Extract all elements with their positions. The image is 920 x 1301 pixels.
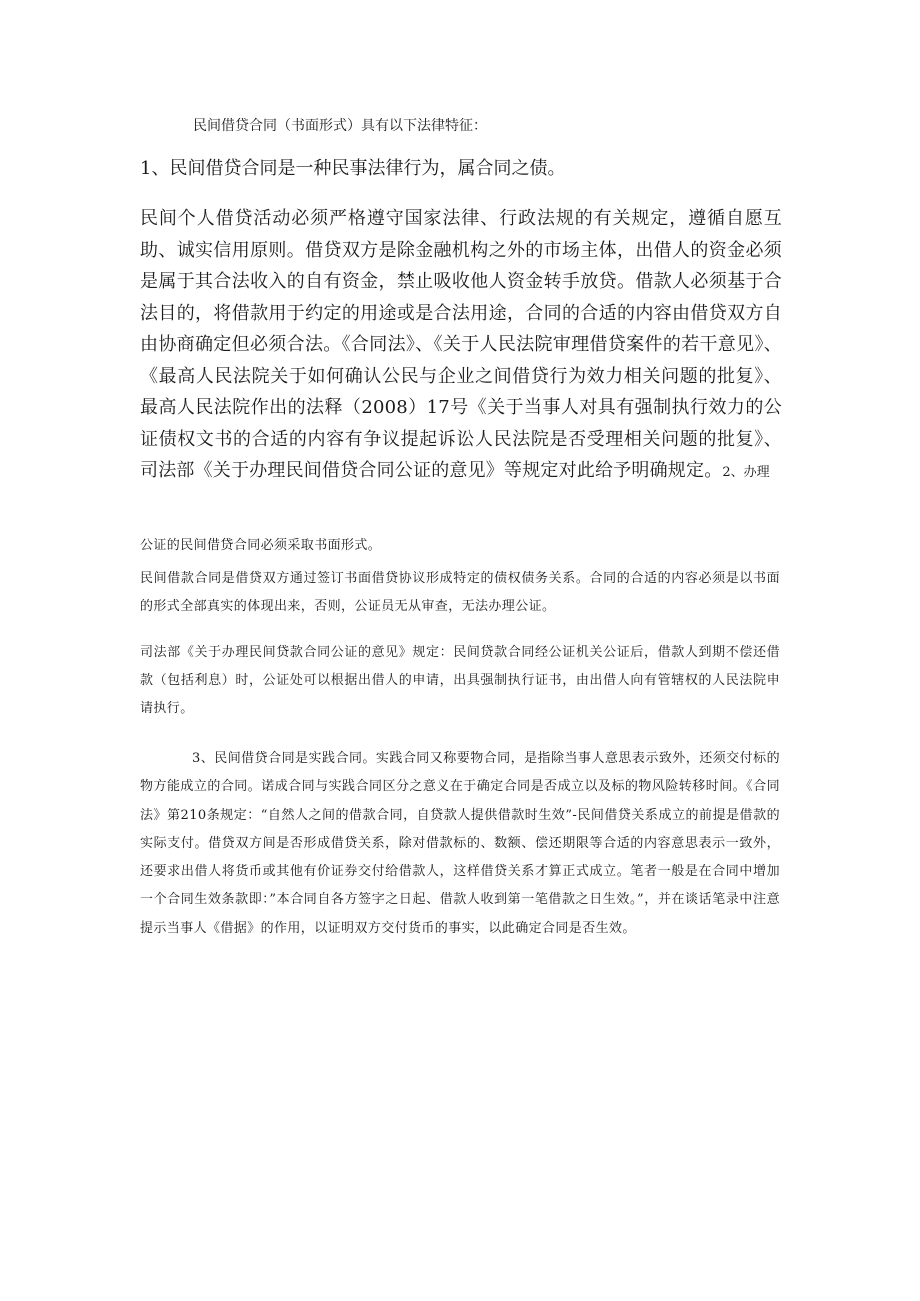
section-heading-2-rest: 公证的民间借贷合同必须采取书面形式。 — [140, 538, 382, 553]
intro-line: 民间借贷合同（书面形式）具有以下法律特征： — [193, 118, 487, 134]
paragraph-3: 民间借款合同是借贷双方通过签订书面借贷协议形成特定的债权债务关系。合同的合适的内容必须是以书面的形式全部真实的体现出来，否则，公证员无从审查，无法办理公证。 — [140, 571, 780, 614]
paragraph-4: 司法部《关于办理民间贷款合同公证的意见》规定：民间贷款合同经公证机关公证后，借款人到期不偿还借款（包括利息）时，公证处可以根据出借人的申请，出具强制执行证书，由出借人向有管辖权的人民法院申请执行。 — [140, 645, 780, 716]
section-heading-2-start: 2、办理 — [722, 465, 770, 480]
paragraph-1 — [140, 203, 782, 489]
paragraph-5 — [140, 745, 780, 943]
section-heading-1: 1、民间借贷合同是一种民事法律行为，属合同之债。 — [140, 158, 566, 179]
paragraph-5-text: 3、民间借贷合同是实践合同。实践合同又称要物合同，是指除当事人意思表示致外，还须交付标的物方能成立的合同。诺成合同与实践合同区分之意义在于确定合同是否成立以及标的物风险转移时间。《合同法》第210条规定：“自然人之间的借款合同，自贷款人提供借款时生效”-民间借贷关系成立的前提是借款的实际支付。借贷双方间是否形成借贷关系，除对借款标的、数额、偿还期限等合适的内容意思表示一致外，还要求出借人将货币或其他有价证券交付给借款人，这样借贷关系才算正式成立。笔者一般是在合同中增加一个合同生效条款即：”本合同自各方签字之日起、借款人收到第一笔借款之日生效。”，并在谈话笔录中注意提示当事人《借据》的作用，以证明双方交付货币的事实，以此确定合同是否生效。 — [140, 751, 780, 936]
paragraph-1-text: 民间个人借贷活动必须严格遵守国家法律、行政法规的有关规定，遵循自愿互助、诚实信用原则。借贷双方是除金融机构之外的市场主体，出借人的资金必须是属于其合法收入的自有资金，禁止吸收他人资金转手放贷。借款人必须基于合法目的，将借款用于约定的用途或是合法用途，合同的合适的内容由借贷双方自由协商确定但必须合法。《合同法》、《关于人民法院审理借贷案件的若干意见》、《最高人民法院关于如何确认公民与企业之间借贷行为效力相关问题的批复》、最高人民法院作出的法释（2008）17号《关于当事人对具有强制执行效力的公证债权文书的合适的内容有争议提起诉讼人民法院是否受理相关问题的批复》、司法部《关于办理民间借贷合同公证的意见》等规定对此给予明确规定。 — [140, 208, 782, 481]
